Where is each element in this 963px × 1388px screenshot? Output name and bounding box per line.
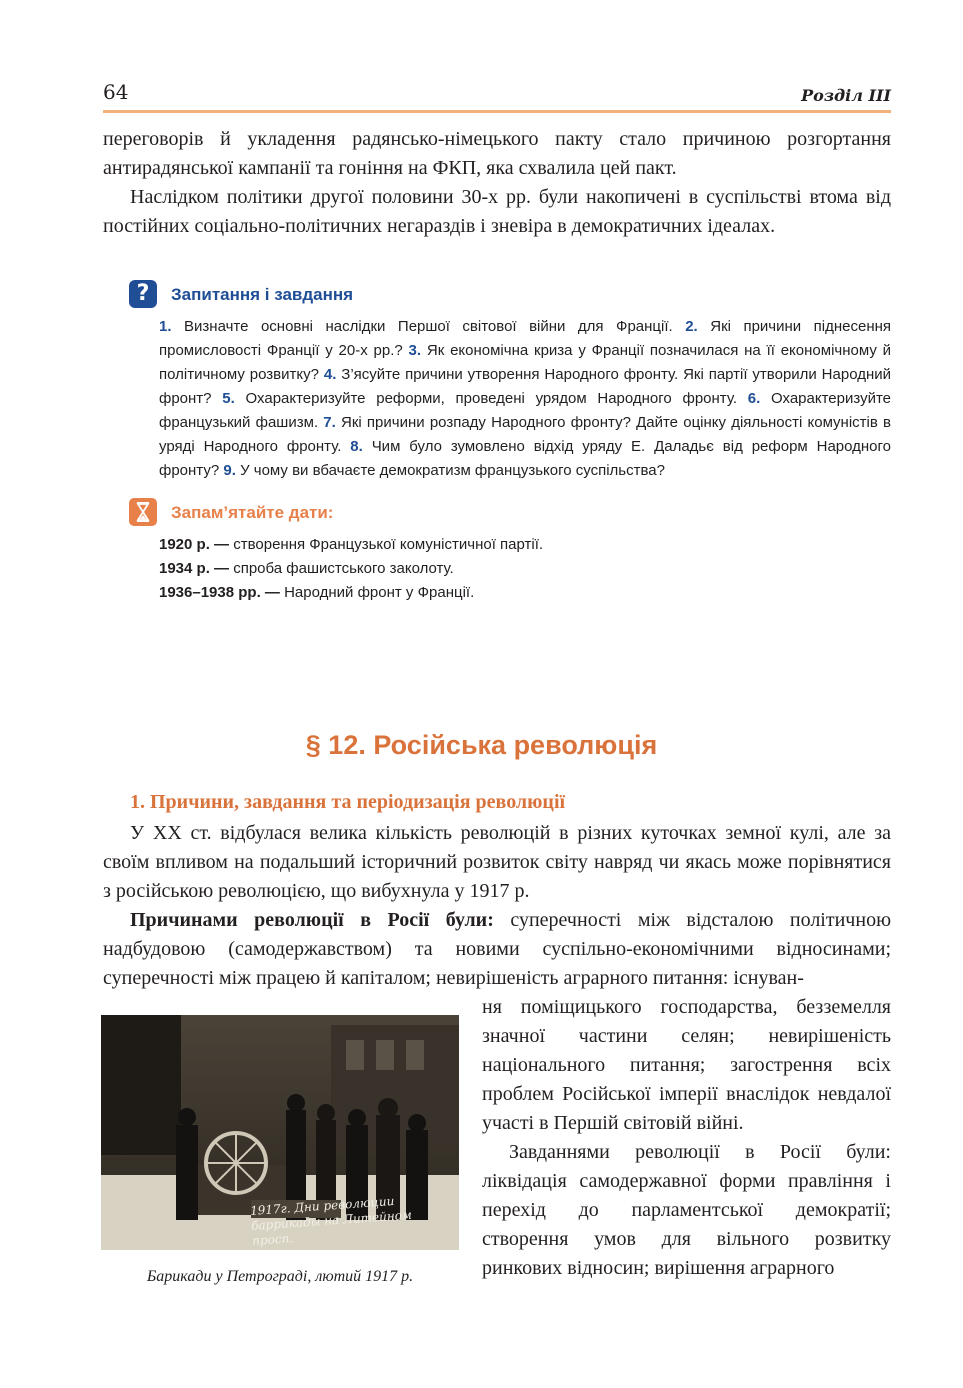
photo-caption: Барикади у Петрограді, лютий 1917 р. [146, 1268, 414, 1285]
questions-title: Запитання і завдання [171, 285, 354, 304]
date-event: Народний фронт у Франції. [284, 584, 475, 601]
question-number: 3. [408, 342, 422, 359]
body-paragraph-1: У XX ст. відбулася велика кількість революцій в різних куточках земної кулі, але за своїм впливом на подальший історичний розвиток світу навряд чи якась може порівнятися з російською революцією, що вибухнула у 1917 р. [103, 822, 891, 902]
question-text: Чим було зумовлено відхід уряду Е. Даладьє від реформ Народного фронту? [159, 438, 892, 479]
date-row [159, 581, 543, 605]
date-year: 1934 р. — [159, 560, 230, 577]
paragraph-title: § 12. Російська революція [305, 730, 658, 760]
section-subtitle: 1. Причини, завдання та періодизація революції [130, 791, 566, 813]
hourglass-icon [129, 498, 157, 526]
barricades-photo [101, 1015, 459, 1250]
header-rule [103, 110, 891, 113]
date-row [159, 557, 543, 581]
question-number: 4. [323, 366, 337, 383]
intro-paragraph-1: переговорів й укладення радянсько-німецького пакту стало причиною розгортання антирадянської кампанії та гоніння на ФКП, яка схвалила цей пакт. [103, 128, 891, 179]
question-number: 7. [323, 414, 336, 431]
question-number: 8. [350, 438, 363, 455]
causes-continued: ня поміщицького господарства, безземелля значної частини селян; невирішеність національного питання; загострення всіх проблем Російської імперії внаслідок невдалої участі в Першій світовій війні. [482, 996, 891, 1134]
question-text: Як економічна криза у Франції позначилася на її економічному й політичному розвитку? [159, 342, 892, 383]
question-text: Визначте основні наслідки Першої світової війни для Франції. [184, 318, 673, 335]
page-number: 64 [103, 80, 129, 104]
body-paragraph-2 [103, 906, 891, 993]
question-number: 2. [685, 318, 698, 335]
question-text: Охарактеризуйте французький фашизм. [159, 390, 891, 431]
question-number: 5. [222, 390, 235, 407]
section-label: Розділ III [801, 86, 891, 105]
date-event: спроба фашистського заколоту. [233, 560, 454, 577]
date-year: 1936–1938 рр. — [159, 584, 280, 601]
question-number: 9. [223, 462, 236, 479]
date-row [159, 533, 543, 557]
causes-text: суперечності між відсталою політичною надбудовою (самодержавством) та новими суспільно-економічними відносинами; суперечності між працею й капіталом; невирішеність аграрного питання: існуван- [103, 909, 892, 989]
question-text: У чому ви вбачаєте демократизм французького суспільства? [240, 462, 665, 479]
questions-text [159, 315, 891, 483]
question-text: Охарактеризуйте реформи, проведені урядом Народного фронту. [245, 390, 738, 407]
question-number: 6. [747, 390, 761, 407]
question-text: З’ясуйте причини утворення Народного фронту. Які партії утворили Народний фронт? [159, 366, 892, 407]
causes-lead: Причинами революції в Росії були: [130, 909, 494, 931]
question-icon: ? [129, 280, 157, 308]
tasks-paragraph: Завданнями революції в Росії були: ліквідація самодержавної форми правління і перехід до парламентської демократії; створення умов для вільного розвитку ринкових відносин; вирішення аграрного [482, 1141, 891, 1279]
date-year: 1920 р. — [159, 536, 230, 553]
question-text: Які причини розпаду Народного фронту? Дайте оцінку діяльності комуністів в уряді Народного фронту. [159, 414, 892, 455]
photo-handwriting: 1917г. Дни революции баррикады на Литейном просп. [249, 1193, 413, 1248]
question-number: 1. [159, 318, 172, 335]
intro-paragraph-2: Наслідком політики другої половини 30-х рр. були накопичені в суспільстві втома від постійних соціально-політичних негараздів і зневіра в демократичних ідеалах. [103, 186, 891, 237]
dates-title: Запам’ятайте дати: [171, 503, 334, 522]
question-text: Які причини піднесення промисловості Франції у 20-х рр.? [159, 318, 892, 359]
date-event: створення Французької комуністичної партії. [233, 536, 544, 553]
dates-list [159, 533, 543, 605]
